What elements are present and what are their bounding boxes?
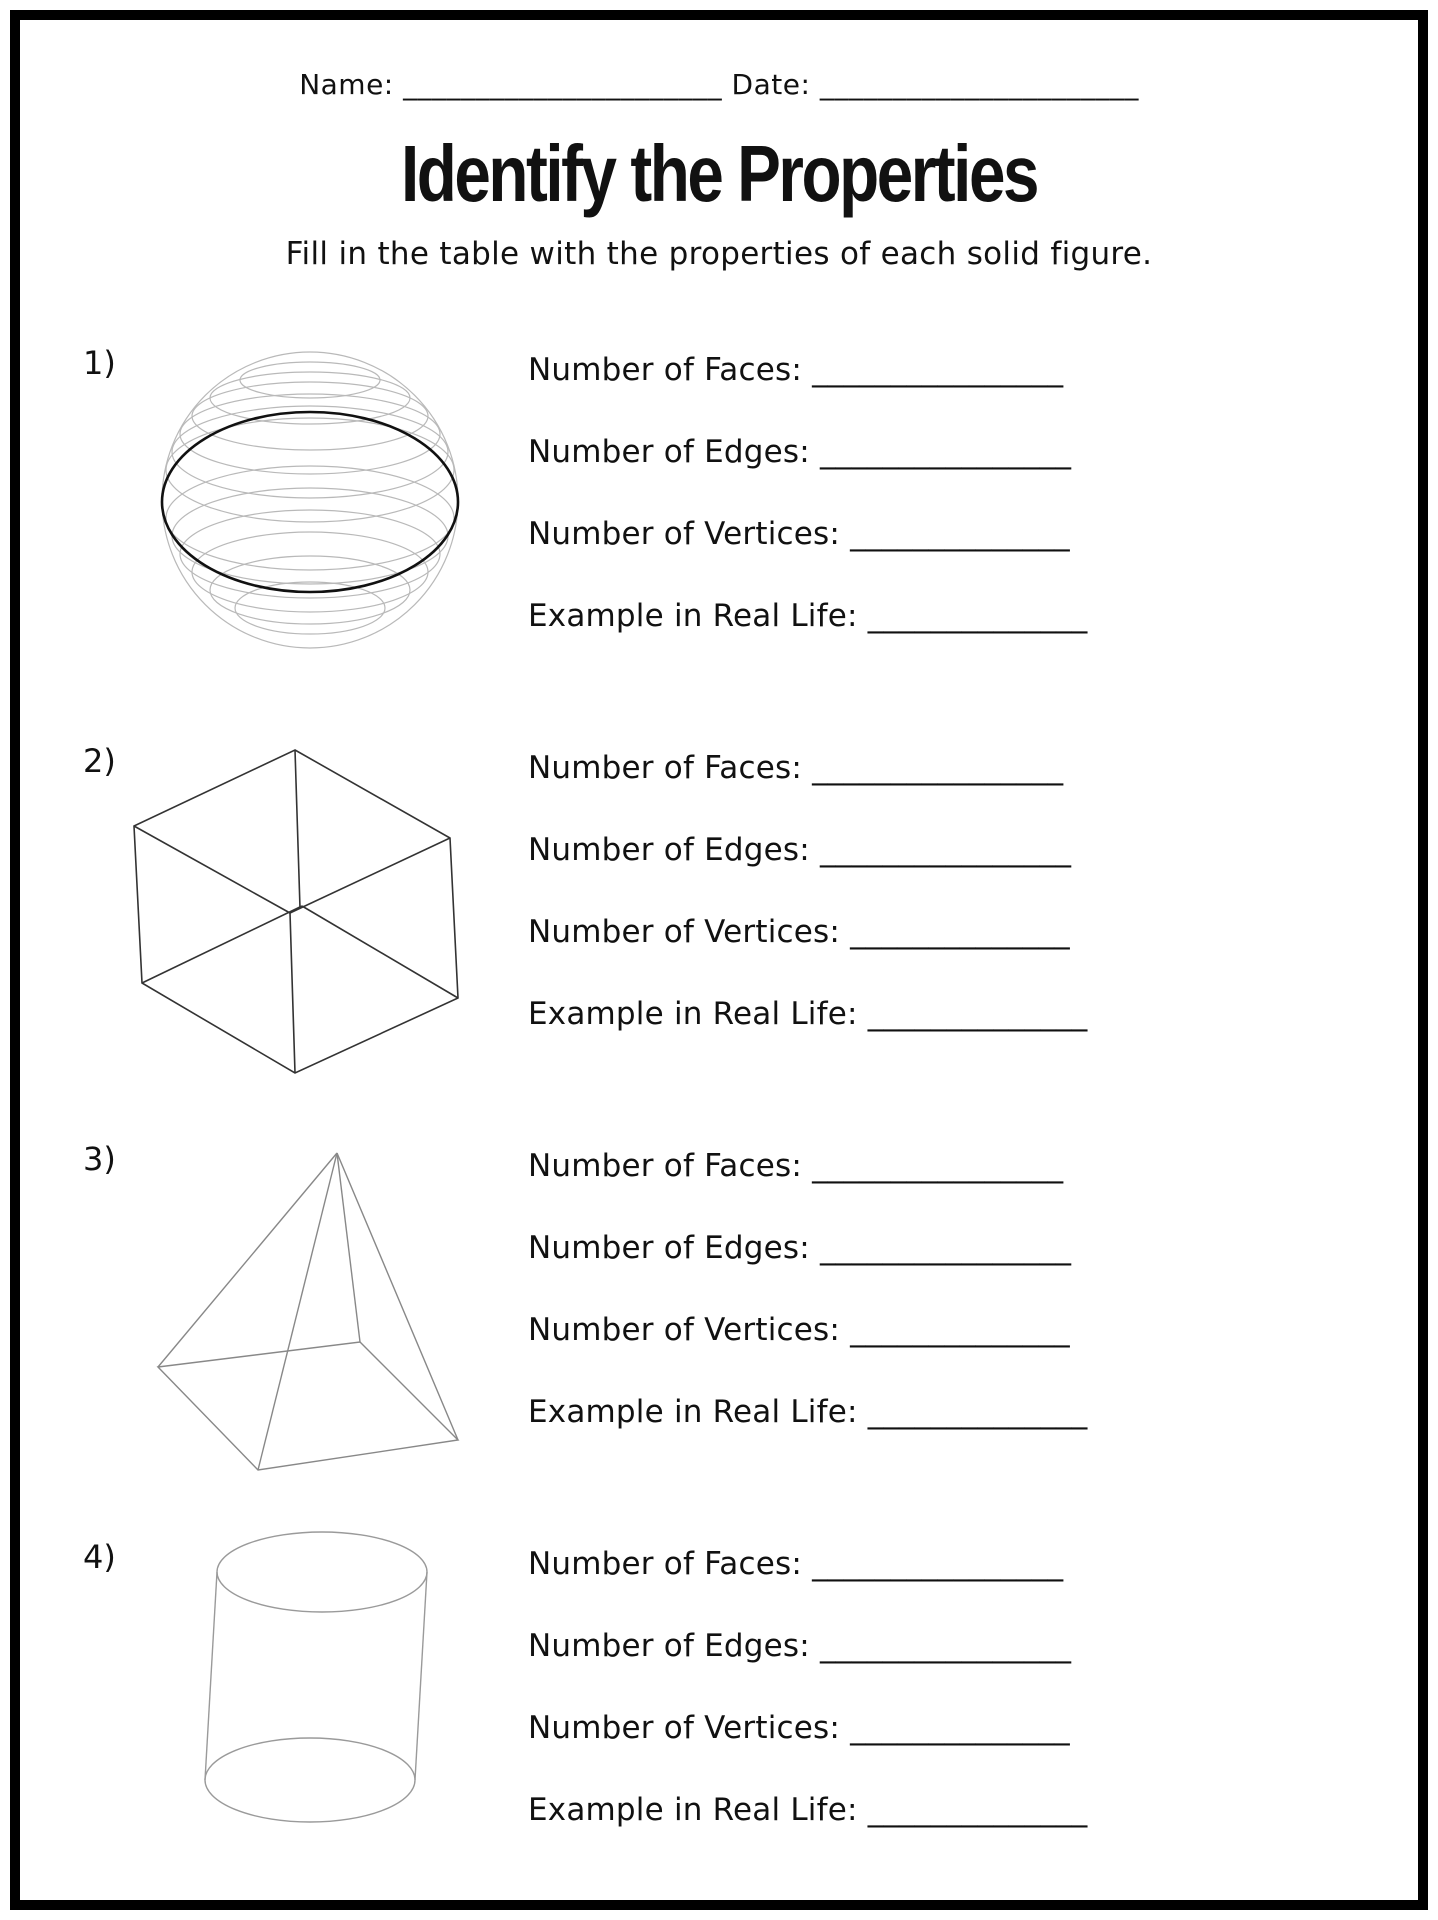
vertices-field-2[interactable]: Number of Vertices: ______________	[528, 914, 1070, 950]
edges-field-3[interactable]: Number of Edges: ________________	[528, 1230, 1072, 1266]
vertices-field-3[interactable]: Number of Vertices: ______________	[528, 1312, 1070, 1348]
square-pyramid-icon	[155, 1150, 465, 1475]
date-label: Date:	[731, 68, 811, 101]
example-field-3[interactable]: Example in Real Life: ______________	[528, 1394, 1088, 1430]
date-blank[interactable]: ______________________	[819, 68, 1139, 101]
faces-field-4[interactable]: Number of Faces: ________________	[528, 1546, 1064, 1582]
cube-icon	[130, 748, 460, 1078]
worksheet-title: Identify the Properties	[400, 129, 1037, 218]
item-number-1: 1)	[83, 344, 116, 382]
faces-field-1[interactable]: Number of Faces: ________________	[528, 352, 1064, 388]
name-label: Name:	[299, 68, 394, 101]
item-number-4: 4)	[83, 1538, 116, 1576]
item-number-3: 3)	[83, 1140, 116, 1178]
name-blank[interactable]: ______________________	[403, 68, 723, 101]
vertices-field-1[interactable]: Number of Vertices: ______________	[528, 516, 1070, 552]
example-field-4[interactable]: Example in Real Life: ______________	[528, 1792, 1088, 1828]
cylinder-icon	[200, 1530, 435, 1830]
example-field-1[interactable]: Example in Real Life: ______________	[528, 598, 1088, 634]
item-number-2: 2)	[83, 742, 116, 780]
name-date-line	[0, 68, 1438, 101]
faces-field-2[interactable]: Number of Faces: ________________	[528, 750, 1064, 786]
edges-field-1[interactable]: Number of Edges: ________________	[528, 434, 1072, 470]
instructions: Fill in the table with the properties of each solid figure.	[285, 236, 1153, 272]
example-field-2[interactable]: Example in Real Life: ______________	[528, 996, 1088, 1032]
edges-field-4[interactable]: Number of Edges: ________________	[528, 1628, 1072, 1664]
vertices-field-4[interactable]: Number of Vertices: ______________	[528, 1710, 1070, 1746]
sphere-icon	[155, 350, 465, 660]
faces-field-3[interactable]: Number of Faces: ________________	[528, 1148, 1064, 1184]
edges-field-2[interactable]: Number of Edges: ________________	[528, 832, 1072, 868]
